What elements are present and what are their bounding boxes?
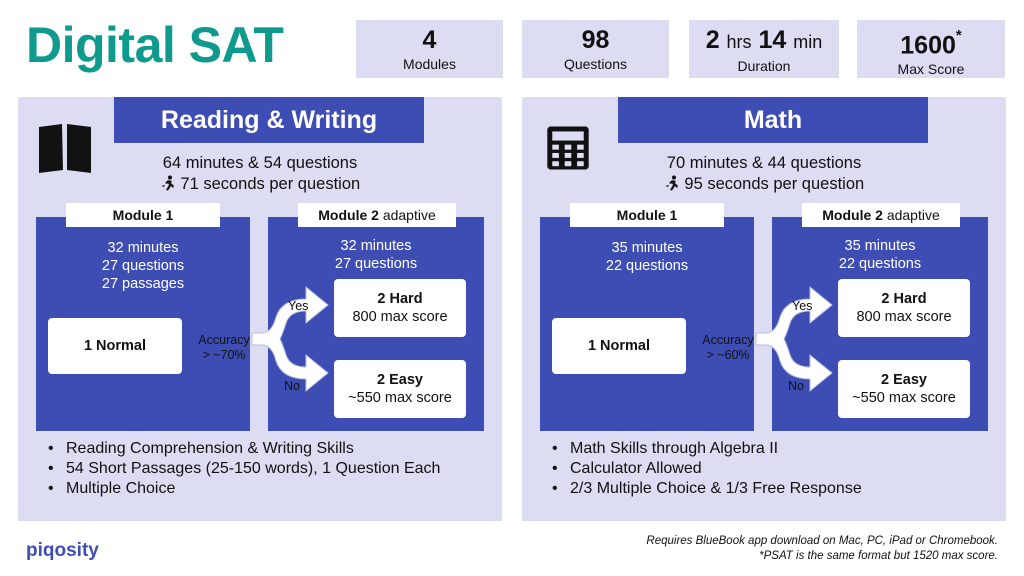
no-label: No (788, 379, 804, 393)
module-2-line: 32 minutes (340, 238, 412, 254)
accuracy-label: Accuracy > ~70% (198, 333, 250, 362)
yes-label: Yes (288, 299, 309, 313)
module-1-line: 35 minutes (611, 240, 683, 256)
module-1-line: 27 passages (101, 276, 185, 292)
stat-label: Questions (563, 56, 628, 72)
list-item: • Math Skills through Algebra II (552, 439, 862, 459)
stat-label: Max Score (897, 61, 965, 78)
summary-line-2: 95 seconds per question (522, 174, 1006, 195)
page-title: Digital SAT (26, 17, 284, 73)
module-1-tab: Module 1 (570, 203, 724, 227)
stat-duration (689, 20, 839, 78)
hard-card: 2 Hard 800 max score (334, 279, 466, 337)
list-item: • 2/3 Multiple Choice & 1/3 Free Response (552, 479, 862, 499)
module-2-line: 22 questions (838, 256, 922, 272)
stat-value: 1600* (900, 27, 962, 60)
footnotes (646, 534, 998, 564)
brand-logo[interactable]: piqosity (26, 540, 99, 561)
list-item: • Multiple Choice (48, 479, 440, 499)
easy-card: 2 Easy ~550 max score (334, 360, 466, 418)
summary-line-1: 64 minutes & 54 questions (162, 154, 358, 172)
module-2-tab: Module 2 adaptive (802, 203, 960, 227)
stat-value: 98 (581, 26, 610, 54)
module-1-box (36, 207, 250, 431)
section-reading-writing (18, 97, 502, 521)
section-math (522, 97, 1006, 521)
hard-card: 2 Hard 800 max score (838, 279, 970, 337)
list-item: • 54 Short Passages (25-150 words), 1 Question Each (48, 459, 440, 479)
footnote: *PSAT is the same format but 1520 max score. (759, 550, 998, 562)
stat-value: 4 (422, 26, 437, 54)
section-bullets (552, 439, 862, 499)
stat-label: Modules (403, 56, 456, 72)
easy-card: 2 Easy ~550 max score (838, 360, 970, 418)
module-1-line: 32 minutes (107, 240, 179, 256)
section-title: Math (618, 97, 928, 143)
list-item: • Calculator Allowed (552, 459, 862, 479)
module-2-tab: Module 2 adaptive (298, 203, 456, 227)
normal-card: 1 Normal (552, 318, 686, 374)
summary-line-1: 70 minutes & 44 questions (666, 154, 862, 172)
list-item: • Reading Comprehension & Writing Skills (48, 439, 440, 459)
section-title: Reading & Writing (114, 97, 424, 143)
module-1-line: 27 questions (101, 258, 185, 274)
module-1-tab: Module 1 (66, 203, 220, 227)
summary-line-2: 71 seconds per question (18, 174, 502, 195)
section-bullets (48, 439, 440, 499)
section-summary (18, 153, 502, 195)
footnote: Requires BlueBook app download on Mac, PC, iPad or Chromebook. (646, 535, 998, 547)
module-1-line: 22 questions (605, 258, 689, 274)
normal-card: 1 Normal (48, 318, 182, 374)
stat-label: Duration (737, 58, 791, 74)
accuracy-label: Accuracy > ~60% (702, 333, 754, 362)
section-summary (522, 153, 1006, 195)
stat-modules (356, 20, 503, 78)
no-label: No (284, 379, 300, 393)
running-icon (160, 175, 176, 191)
stat-max-score (857, 20, 1005, 78)
stat-value: 2 hrs 14 min (705, 26, 823, 54)
module-1-box (540, 207, 754, 431)
stat-questions (522, 20, 669, 78)
yes-label: Yes (792, 299, 813, 313)
running-icon (664, 175, 680, 191)
module-2-line: 35 minutes (844, 238, 916, 254)
module-2-line: 27 questions (334, 256, 418, 272)
